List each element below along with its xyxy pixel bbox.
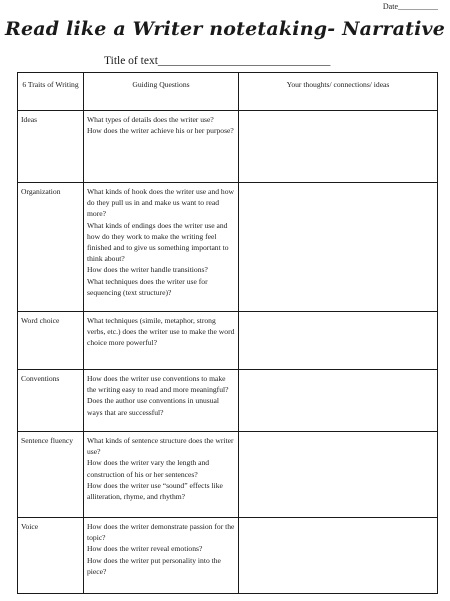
title-of-text-field: Title of text______________________________ — [104, 55, 331, 67]
guiding-questions-cell — [84, 518, 239, 594]
guiding-question: How does the writer vary the length and construction of his or her sentences? — [87, 458, 210, 479]
page-title: Read like a Writer notetaking- Narrative — [4, 18, 446, 40]
guiding-questions-cell — [84, 370, 239, 432]
column-header-traits: 6 Traits of Writing — [18, 73, 84, 111]
guiding-question: How does the writer use “sound” effects like alliteration, rhyme, and rhythm? — [87, 480, 223, 502]
guiding-question: How does the writer achieve his or her purpose? — [87, 126, 234, 136]
guiding-question: How does the writer put personality into the piece? — [87, 555, 221, 576]
table-row — [18, 432, 438, 518]
trait-name: Word choice — [18, 312, 84, 370]
guiding-question: What kinds of hook does the writer use and how do they pull us in and make us want to read more? — [87, 187, 234, 219]
guiding-questions-cell — [84, 312, 239, 370]
thoughts-cell[interactable] — [239, 518, 438, 594]
table-row — [18, 111, 438, 183]
trait-name: Sentence fluency — [18, 432, 84, 518]
traits-table — [17, 72, 438, 594]
guiding-question: What kinds of endings does the writer use and how do they work to make the writing feel finished and to give us something important to think about? — [87, 220, 229, 264]
date-field: Date__________ — [382, 2, 438, 11]
table-row — [18, 370, 438, 432]
guiding-question: What techniques does the writer use for sequencing (text structure)? — [87, 276, 208, 297]
guiding-question: What kinds of sentence structure does the writer use? — [87, 436, 234, 457]
guiding-question: What techniques (simile, metaphor, strong verbs, etc.) does the writer use to make the word choice more powerful? — [87, 316, 235, 348]
guiding-questions-cell — [84, 111, 239, 183]
column-header-thoughts: Your thoughts/ connections/ ideas — [239, 73, 438, 111]
guiding-questions-cell — [84, 432, 239, 518]
trait-name: Conventions — [18, 370, 84, 432]
guiding-question: How does the writer reveal emotions? — [87, 544, 203, 554]
guiding-question: What types of details does the writer use? — [87, 115, 214, 124]
table-row — [18, 312, 438, 370]
guiding-question: How does the writer demonstrate passion for the topic? — [87, 522, 235, 543]
table-row — [18, 183, 438, 312]
trait-name: Ideas — [18, 111, 84, 183]
guiding-question: How does the writer use conventions to make the writing easy to read and more meaningful? — [87, 374, 229, 395]
table-header-row — [18, 73, 438, 111]
trait-name: Organization — [18, 183, 84, 312]
thoughts-cell[interactable] — [239, 370, 438, 432]
table-row — [18, 518, 438, 594]
thoughts-cell[interactable] — [239, 111, 438, 183]
guiding-question: Does the author use conventions in unusual ways that are successful? — [87, 396, 220, 417]
thoughts-cell[interactable] — [239, 183, 438, 312]
trait-name: Voice — [18, 518, 84, 594]
column-header-guiding-questions: Guiding Questions — [84, 73, 239, 111]
thoughts-cell[interactable] — [239, 432, 438, 518]
guiding-question: How does the writer handle transitions? — [87, 265, 208, 275]
guiding-questions-cell — [84, 183, 239, 312]
thoughts-cell[interactable] — [239, 312, 438, 370]
